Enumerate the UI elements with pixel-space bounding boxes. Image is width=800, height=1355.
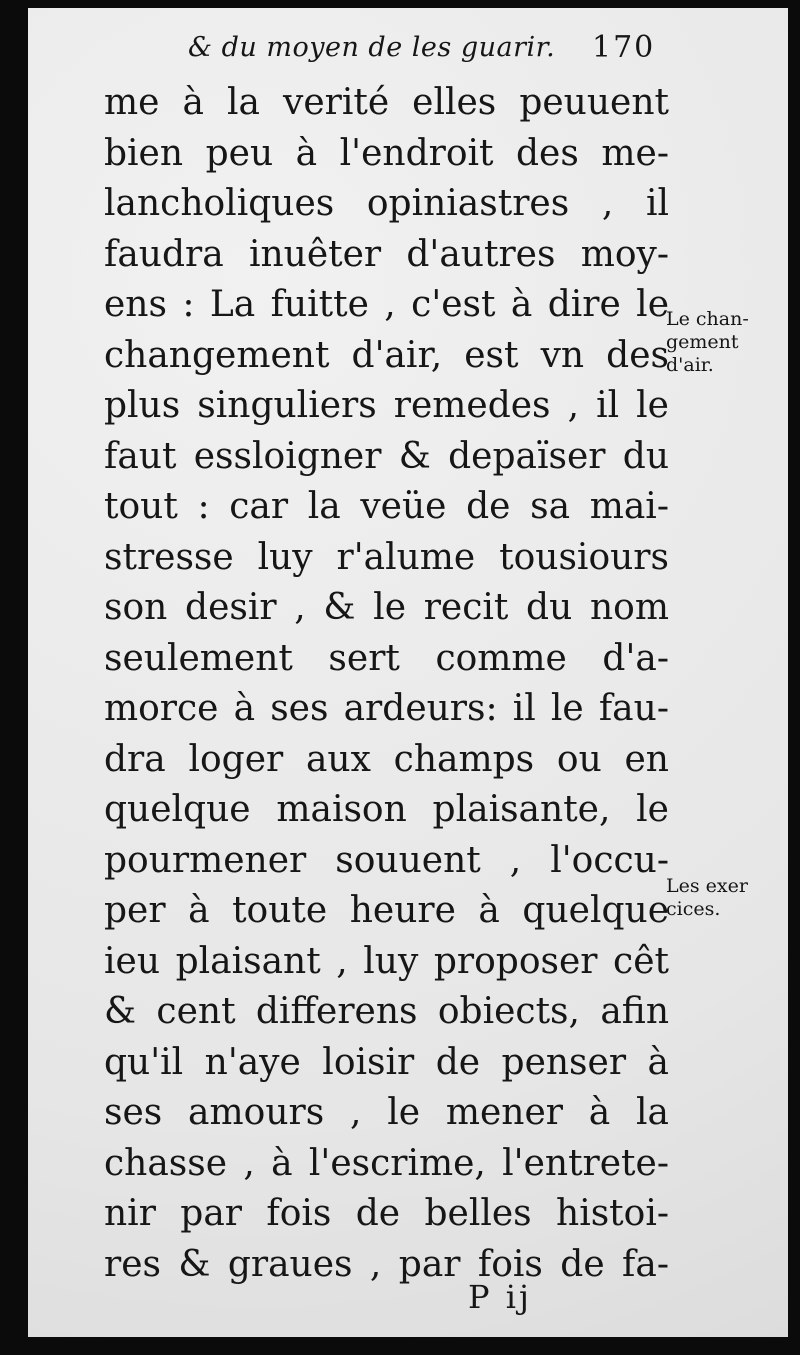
running-title: & du moyen de les guarir. — [188, 32, 556, 63]
text-line: changement d'air, est vn des — [104, 334, 669, 376]
text-line: lancholiques opiniastres , il — [104, 183, 669, 224]
text-line: nir par fois de belles histoi- — [104, 1193, 669, 1234]
text-line: son desir , & le recit du nom — [104, 587, 669, 628]
text-line: res & graues , par fois de fa- — [104, 1243, 669, 1285]
text-line: bien peu à l'endroit des me- — [104, 132, 669, 174]
text-line: chasse , à l'escrime, l'entrete- — [104, 1142, 669, 1184]
book-page — [28, 8, 794, 1346]
margin-note-line: Le chan- — [666, 308, 749, 330]
text-line: dra loger aux champs ou en — [104, 738, 669, 780]
page-edge — [28, 1337, 794, 1346]
body-text — [104, 78, 669, 1290]
margin-note-line: d'air. — [666, 354, 714, 376]
signature-mark: P ij — [468, 1278, 532, 1316]
text-line: me à la verité elles peuuent — [104, 82, 669, 123]
page-number: 170 — [592, 30, 656, 65]
page-edge — [788, 8, 794, 1346]
text-line: ses amours , le mener à la — [104, 1092, 669, 1133]
margin-note-line: Les exer — [666, 875, 748, 897]
text-line: per à toute heure à quelque — [104, 890, 669, 931]
text-line: faudra inuêter d'autres moy- — [104, 233, 669, 275]
margin-note-exercises — [666, 875, 748, 921]
margin-note-air-change — [666, 308, 749, 377]
text-line: & cent differens obiects, afin — [104, 991, 669, 1032]
margin-note-line: gement — [666, 331, 739, 353]
text-line: quelque maison plaisante, le — [104, 789, 669, 830]
text-line: ens : La fuitte , c'est à dire le — [104, 284, 669, 325]
text-line: faut essloigner & depaïser du — [104, 435, 669, 477]
text-line: tout : car la veüe de sa mai- — [104, 486, 669, 527]
text-line: seulement sert comme d'a- — [104, 637, 669, 679]
text-line: ieu plaisant , luy proposer cêt — [104, 940, 669, 982]
text-line: stresse luy r'alume tousiours — [104, 536, 669, 578]
text-line: pourmener souuent , l'occu- — [104, 839, 669, 881]
text-line: morce à ses ardeurs: il le fau- — [104, 688, 669, 729]
text-line: qu'il n'aye loisir de penser à — [104, 1041, 669, 1083]
margin-note-line: cices. — [666, 898, 721, 920]
text-line: plus singuliers remedes , il le — [104, 385, 669, 426]
